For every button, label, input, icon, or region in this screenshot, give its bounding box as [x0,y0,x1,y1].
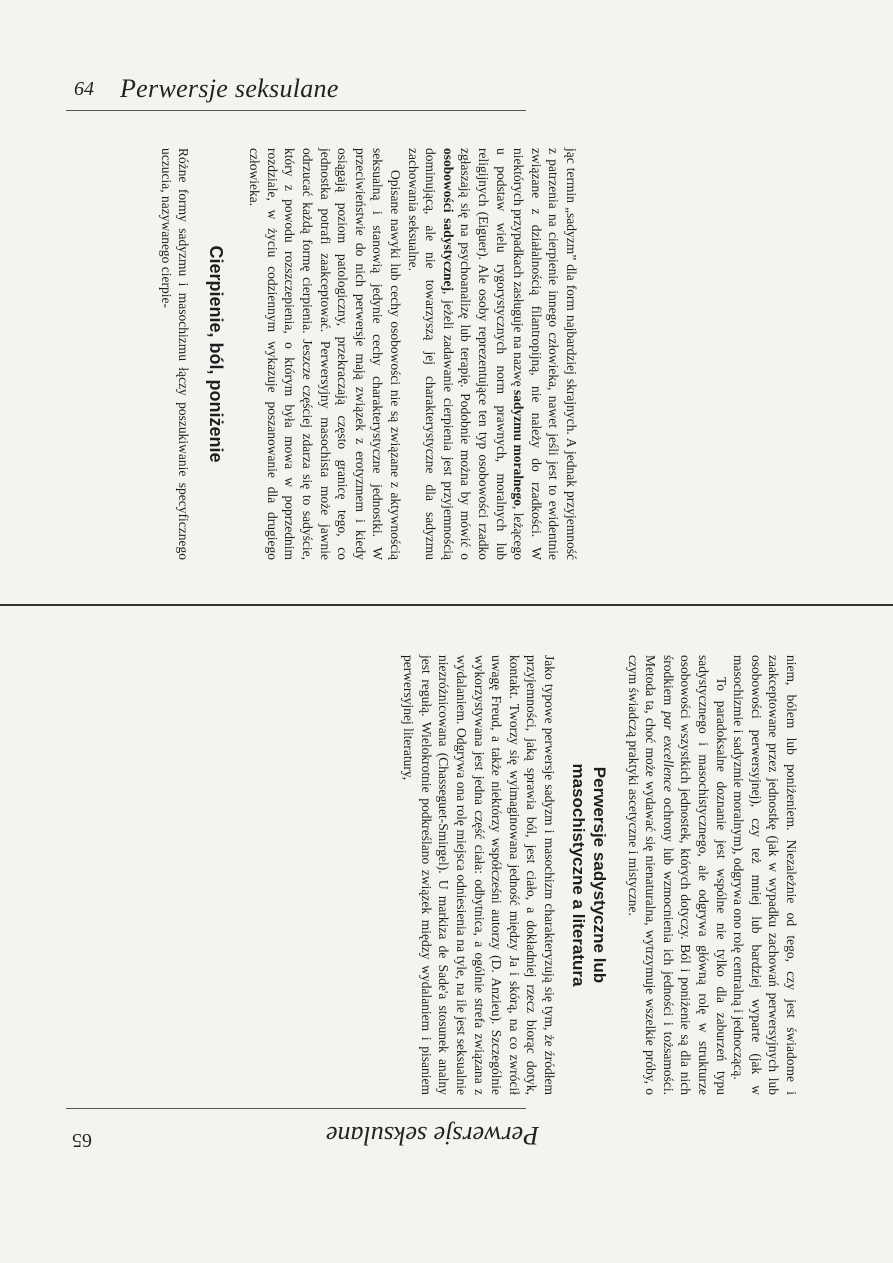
top-section-heading: Cierpienie, ból, poniżenie [205,245,226,463]
bottom-heading-line-2: masochistyczne a literatura [569,763,589,987]
top-paragraph-2: Opisane nawyki lub cechy osobowości nie są związane z aktywnością seksualną i stanowią jedynie cechy charakterystyczne jednostki. W przeciwieństwie do nich perwersje mają związek z erotyzmem i kiedy osiągają poziom patologiczny, przekraczają często granicę tego, co jednostka potrafi zaakceptować. Perwersyjny masochista może jawnie odrzucać każdą formę cierpienia. Jeszcze częściej zdarza się to sadyście, który z powodu rozszczepienia, o którym była mowa w poprzednim rozdziale, w życiu codziennym wykazuje poszanowanie dla drugiego człowieka. [247,148,404,560]
top-page-number: 64 [74,78,94,100]
bottom-heading-line-1: Perwersje sadystyczne lub [590,766,610,984]
bottom-page-text [110,655,800,1095]
top-running-head: Perwersje seksulane [120,74,339,103]
bottom-final-paragraph: Jako typowe perwersje sadyzm i masochizm charakteryzują się tym, że źródłem przyjemności, jaką sprawia ból, jest ciało, a dokładniej rzecz biorąc dotyk, kontakt. Tworzy się wyimaginowana jedność między Ja i skórą, na co zwrócił uwagę Freud, a także niektórzy współcześni autorzy (D. Anzieu). Szczególnie wykorzystywana jest jedna część ciała: odbytnica, a ogólnie strefa związana z wydalaniem. Odgrywa ona rolę miejsca odniesienia na tyle, na ile jest seksualnie niezróżnicowana (Chasseguet-Smirgel). U markiza de Sade'a stosunek analny jest regułą. Wielokrotnie podkreślano związek między wydalaniem i pisaniem perwersyjnej literatury, [401,655,558,1095]
bottom-running-head: Perwersje seksulane [326,1121,540,1150]
top-page-header [66,74,526,104]
bottom-footer-rule [66,1108,526,1109]
top-page-text [158,148,580,560]
bottom-section-heading [568,655,610,1095]
top-paragraph-1: jąc termin „sadyzm” dla form najbardziej skrajnych. A jednak przyjemność z patrzenia na cierpienie innego człowieka, nawet jeśli jest to ewidentnie związane z działalnością filantropijną, nie należy do rzadkości. W niektórych przypadkach zasługuje na nazwę sadyzmu moralnego, leżącego u podstaw wielu rygorystycznych norm prawnych, moralnych lub religijnych (Eiguer). Ale osoby reprezentujące ten typ osobowości rzadko zgłaszają się na psychoanalizę lub terapię. Podobnie można by mówić o osobowości sadystycznej, jeżeli zadawanie cierpienia jest przyjemnością dominującą, ale nie towarzyszą jej charakterystyczne dla sadyzmu zachowania seksualne. [405,148,579,560]
page-divider [0,604,893,606]
top-header-rule [66,110,526,111]
bottom-paragraph-1: niem, bólem lub poniżeniem. Niezależnie od tego, czy jest świadome i zaakceptowane przez jednostkę (jak w wypadku zachowań perwersyjnych lub osobowości perwersyjnej), czy też mniej lub bardziej wyparte (jak w masochizmie i sadyzmie moralnym), odgrywa ono rolę centralną i jednoczącą. [731,655,799,1095]
bottom-paragraph-2: To paradoksalne doznanie jest wspólne nie tylko dla zaburzeń typu sadystycznego i masochistycznego, ale odgrywa główną rolę w strukturze osobowości wszystkich jednostek, których dotyczy. Ból i poniżenie są dla nich środkiem par excellence ochrony lub wzmocnienia ich jedności i tożsamości. Metoda ta, choć może wydawać się nienaturalna, wytrzymuje wszelkie próby, o czym świadczą praktyki ascetyczne i mistyczne. [625,655,729,1095]
bottom-page-number: 65 [72,1129,92,1151]
top-final-paragraph: Różne formy sadyzmu i masochizmu łączy poszukiwanie specyficznego uczucia, nazywanego cierpie- [158,148,192,560]
